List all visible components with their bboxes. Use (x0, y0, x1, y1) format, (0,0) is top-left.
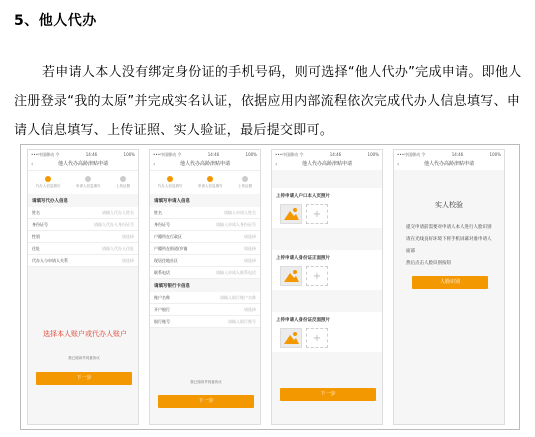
field-placeholder: 请输入申请人联系电话 (216, 269, 256, 275)
field-placeholder: 请选择 (244, 306, 256, 312)
battery-text: 100% (367, 152, 379, 157)
add-photo-icon[interactable]: + (306, 204, 328, 224)
nav-title: 他人代办高龄津贴申请 (423, 161, 474, 167)
section-title: 请填写申请人信息 (154, 199, 190, 204)
step-dot (85, 176, 91, 182)
verify-instruction: 提交申请前需要对申请人本人进行人脸识别 (406, 225, 492, 230)
handwritten-annotation: 选择本人账户或代办人账户 (43, 330, 127, 338)
form-field-phone[interactable] (150, 267, 260, 279)
upload-row (272, 326, 382, 352)
form-field-district[interactable] (150, 231, 260, 243)
form-field-community[interactable] (150, 255, 260, 267)
upload-section-title: 上传申请人户口本人页照片 (272, 188, 382, 202)
phone-face-verify (393, 149, 505, 425)
field-placeholder: 请输入代办人住址 (102, 245, 134, 251)
form-field-bank[interactable] (150, 304, 260, 316)
field-placeholder: 请输入代办人姓名 (102, 209, 134, 215)
time-text: 14:46 (451, 152, 464, 157)
nav-title: 他人代办高龄津贴申请 (179, 161, 230, 167)
form-field-account-number[interactable] (150, 316, 260, 328)
time-text: 14:46 (85, 152, 98, 157)
battery-text: 100% (245, 152, 257, 157)
field-label: 现居住地社区 (154, 257, 178, 263)
phone-upload-docs (271, 149, 383, 425)
step-dot (167, 176, 173, 182)
progress-steps (150, 170, 260, 194)
form-field-address[interactable] (28, 243, 138, 255)
form-field-id[interactable] (28, 219, 138, 231)
carrier-text: •••中国移动 令 (275, 151, 304, 157)
step-dot (207, 176, 213, 182)
instruction-paragraph: 若申请人本人没有绑定身份证的手机号码，则可选择“他人代办”完成申请。即他人注册登录“我的太原”并完成实名认证，依据应用内部流程依次完成代办人信息填写、申请人信息填写、上传证照、实人验证，最后提交即可。 (14, 65, 522, 138)
field-label: 开户银行 (154, 306, 170, 312)
form-field-gender[interactable] (28, 231, 138, 243)
field-placeholder: 请选择 (122, 233, 134, 239)
upload-row (272, 264, 382, 290)
section-title: 请填写代办人信息 (32, 199, 68, 204)
battery-text: 100% (123, 152, 135, 157)
field-placeholder: 请输入代办人身份证号 (94, 221, 134, 227)
time-text: 14:46 (329, 152, 342, 157)
field-placeholder: 请选择 (244, 245, 256, 251)
nav-title: 他人代办高龄津贴申请 (301, 161, 352, 167)
nav-bar (150, 159, 260, 170)
nav-bar (28, 159, 138, 170)
field-placeholder: 请选择 (244, 233, 256, 239)
status-bar (28, 150, 138, 159)
next-button[interactable]: 下一步 (280, 388, 376, 401)
field-label: 性别 (32, 233, 40, 239)
add-photo-icon[interactable]: + (306, 328, 328, 348)
verify-instruction: 然后点击人脸识别按钮 (406, 261, 451, 266)
form-field-relation[interactable] (28, 255, 138, 267)
section-heading: 5、他人代办 (14, 13, 97, 29)
field-label: 身份证号 (154, 221, 170, 227)
field-label: 户籍所在街道/乡镇 (154, 245, 188, 251)
field-placeholder: 请选择 (244, 257, 256, 263)
carrier-text: •••中国移动 令 (153, 151, 182, 157)
next-button[interactable]: 下一步 (158, 395, 254, 408)
time-text: 14:46 (207, 152, 220, 157)
step-1 (158, 176, 183, 189)
step-label: 申请人信息填写 (75, 184, 101, 188)
chevron-left-icon[interactable]: ‹ (275, 161, 278, 168)
step-3 (116, 176, 130, 189)
field-label: 代办人与申请人关系 (32, 257, 68, 263)
field-label: 账户名称 (154, 294, 170, 300)
face-recognition-button[interactable]: 人脸识别 (412, 276, 488, 289)
verify-title: 实人校验 (435, 201, 463, 209)
phone-applicant-info (149, 149, 261, 425)
photo-placeholder-icon (280, 204, 302, 224)
screenshot-figure (20, 144, 520, 430)
nav-bar (394, 159, 504, 170)
field-label: 联系电话 (154, 269, 170, 275)
photo-placeholder-icon (280, 266, 302, 286)
step-label: 申请人信息填写 (197, 184, 223, 188)
step-label: 上传证照 (116, 184, 131, 188)
field-label: 姓名 (32, 209, 40, 215)
field-label: 户籍所在行政区 (154, 233, 182, 239)
chevron-left-icon[interactable]: ‹ (31, 161, 34, 168)
step-dot (120, 176, 126, 182)
field-label: 身份证号 (32, 221, 48, 227)
form-field-account-name[interactable] (150, 292, 260, 304)
chevron-left-icon[interactable]: ‹ (153, 161, 156, 168)
field-label: 住址 (32, 245, 40, 251)
agreement-checkbox[interactable]: 我已阅读并同意协议 (68, 356, 100, 360)
form-field-id[interactable] (150, 219, 260, 231)
field-placeholder: 请输入银行账户名称 (220, 294, 256, 300)
field-label: 银行账号 (154, 318, 170, 324)
section-title: 请填写银行卡信息 (154, 284, 190, 289)
upload-section-title: 上传申请人身份证正面照片 (272, 250, 382, 264)
step-label: 代办人信息填写 (35, 184, 61, 188)
form-field-name[interactable] (28, 207, 138, 219)
step-2 (198, 176, 223, 189)
carrier-text: •••中国移动 令 (397, 151, 426, 157)
field-label: 姓名 (154, 209, 162, 215)
form-field-name[interactable] (150, 207, 260, 219)
step-dot (242, 176, 248, 182)
nav-bar (272, 159, 382, 170)
photo-placeholder-icon (280, 328, 302, 348)
status-bar (272, 150, 382, 159)
step-label: 代办人信息填写 (157, 184, 183, 188)
field-placeholder: 请输入申请人姓名 (224, 209, 256, 215)
phone-agent-info (27, 149, 139, 425)
field-placeholder: 请输入银行账号 (228, 318, 256, 324)
verify-instruction: 请在光线良好环境下将手机屏幕对准申请人面部 (406, 237, 492, 254)
step-dot (45, 176, 51, 182)
step-3 (238, 176, 252, 189)
next-button[interactable]: 下一步 (36, 372, 132, 385)
agreement-checkbox[interactable]: 我已阅读并同意协议 (190, 380, 222, 384)
field-placeholder: 请选择 (122, 257, 134, 263)
chevron-left-icon[interactable]: ‹ (397, 161, 400, 168)
step-2 (76, 176, 101, 189)
step-label: 上传证照 (238, 184, 253, 188)
field-placeholder: 请输入申请人身份证号 (216, 221, 256, 227)
battery-text: 100% (489, 152, 501, 157)
nav-title: 他人代办高龄津贴申请 (57, 161, 108, 167)
form-field-street[interactable] (150, 243, 260, 255)
upload-section-title: 上传申请人身份证反面照片 (272, 312, 382, 326)
add-photo-icon[interactable]: + (306, 266, 328, 286)
progress-steps (28, 170, 138, 194)
carrier-text: •••中国移动 令 (31, 151, 60, 157)
upload-row (272, 202, 382, 228)
status-bar (150, 150, 260, 159)
step-1 (36, 176, 61, 189)
status-bar (394, 150, 504, 159)
